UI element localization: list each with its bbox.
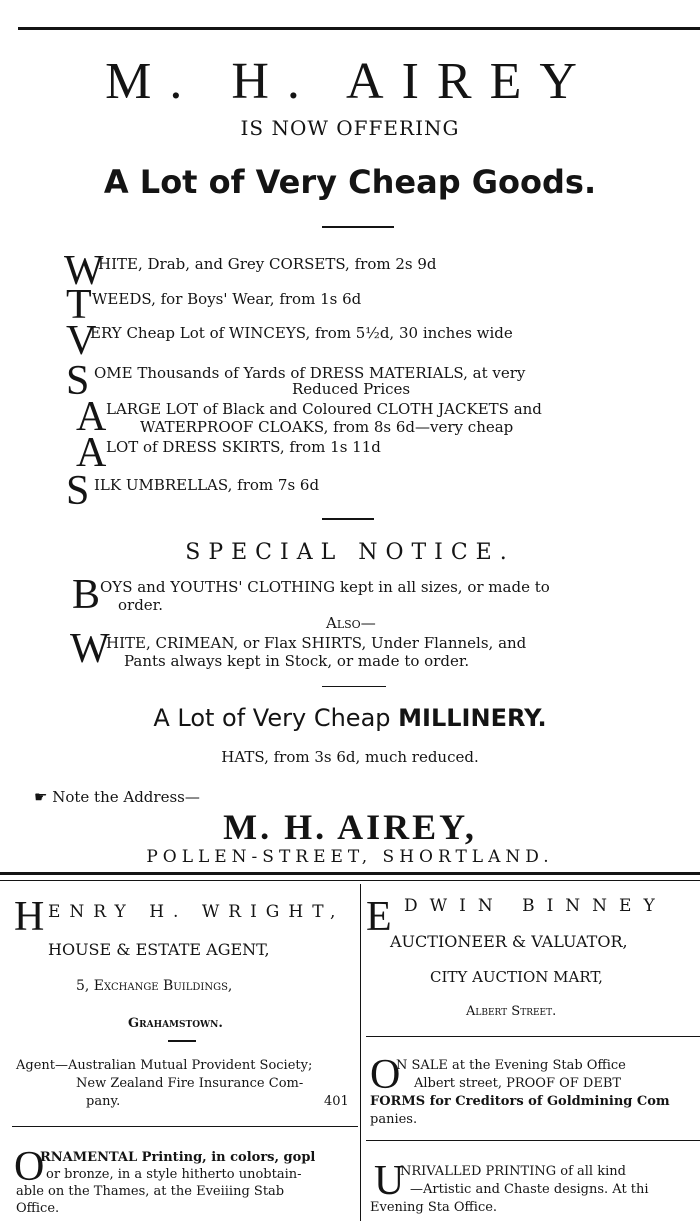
column-divider <box>360 884 361 1221</box>
sale-line: panies. <box>370 1112 418 1127</box>
wright-role: HOUSE & ESTATE AGENT, <box>48 940 270 959</box>
ad-title: M. H. AIREY <box>105 53 595 110</box>
drop-cap: A <box>76 430 107 476</box>
top-rule <box>18 27 700 30</box>
unrivalled-line: Evening Sta Office. <box>370 1200 498 1215</box>
divider <box>168 1040 196 1042</box>
item-line: HITE, Drab, and Grey CORSETS, from 2s 9d <box>98 255 437 273</box>
ad-address: POLLEN-STREET, SHORTLAND. <box>146 847 554 867</box>
item-line-cont: Reduced Prices <box>292 380 411 398</box>
col-rule <box>12 1126 358 1127</box>
sale-line: FORMS for Creditors of Goldmining Com <box>370 1094 670 1109</box>
item-line-cont: WATERPROOF CLOAKS, from 8s 6d—very cheap <box>140 418 514 436</box>
col-rule <box>366 1140 700 1141</box>
unrivalled-line: —Artistic and Chaste designs. At thi <box>410 1182 649 1197</box>
notice-line-cont: order. <box>118 596 163 614</box>
item-line: WEEDS, for Boys' Wear, from 1s 6d <box>92 290 362 308</box>
agent-line: New Zealand Fire Insurance Com- <box>76 1076 304 1091</box>
divider <box>322 686 386 687</box>
drop-cap: U <box>374 1158 405 1204</box>
item-line: OME Thousands of Yards of DRESS MATERIALS, at very <box>94 364 526 382</box>
section-rule-thin <box>0 880 700 881</box>
drop-cap: A <box>76 394 107 440</box>
divider <box>322 226 394 228</box>
wright-town: Grahamstown. <box>128 1016 223 1031</box>
notice-line: HITE, CRIMEAN, or Flax SHIRTS, Under Flannels, and <box>106 634 527 652</box>
wright-name: ENRY H. WRIGHT, <box>48 902 345 922</box>
item-line: ERY Cheap Lot of WINCEYS, from 5½d, 30 inches wide <box>90 324 513 342</box>
millinery-word: MILLINERY. <box>398 704 547 732</box>
ad-subtitle: IS NOW OFFERING <box>240 116 460 140</box>
item-line: LARGE LOT of Black and Coloured CLOTH JACKETS and <box>106 400 542 418</box>
binney-street: Albert Street. <box>466 1004 557 1019</box>
binney-role: AUCTIONEER & VALUATOR, <box>390 932 628 951</box>
binney-mart: CITY AUCTION MART, <box>430 968 603 986</box>
drop-cap: H <box>14 894 45 940</box>
millinery-headline <box>0 704 700 732</box>
ad-signoff: M. H. AIREY, <box>223 807 477 847</box>
ornamental-line: Office. <box>16 1201 60 1216</box>
agent-number: 401 <box>324 1094 349 1109</box>
agent-line: Agent—Australian Mutual Provident Society; <box>16 1058 313 1073</box>
drop-cap: W <box>70 626 110 672</box>
drop-cap: V <box>66 318 97 364</box>
address-note: ☛ Note the Address— <box>34 788 200 806</box>
drop-cap: O <box>370 1052 401 1098</box>
drop-cap: S <box>66 358 90 404</box>
sale-line: N SALE at the Evening Stab Office <box>396 1058 626 1073</box>
divider <box>322 518 374 520</box>
notice-line-cont: Pants always kept in Stock, or made to order. <box>124 652 470 670</box>
also-label: Also— <box>326 614 376 632</box>
millinery-prefix: A Lot of Very Cheap <box>153 704 391 732</box>
drop-cap: S <box>66 468 90 514</box>
ornamental-line: able on the Thames, at the Eveiiing Stab <box>16 1184 285 1199</box>
special-notice-heading: SPECIAL NOTICE. <box>185 540 515 565</box>
col-rule <box>366 1036 700 1037</box>
drop-cap: T <box>66 282 92 328</box>
drop-cap: E <box>366 894 392 940</box>
wright-addr: 5, Exchange Buildings, <box>76 978 233 994</box>
drop-cap: O <box>14 1144 45 1190</box>
binney-name: DWIN BINNEY <box>404 896 667 916</box>
ad-headline: A Lot of Very Cheap Goods. <box>103 163 597 201</box>
section-rule <box>0 872 700 875</box>
notice-line: OYS and YOUTHS' CLOTHING kept in all sizes, or made to <box>100 578 550 596</box>
drop-cap: B <box>72 572 101 618</box>
item-line: ILK UMBRELLAS, from 7s 6d <box>94 476 320 494</box>
drop-cap: W <box>64 248 104 294</box>
item-line: LOT of DRESS SKIRTS, from 1s 11d <box>106 438 381 456</box>
sale-line: Albert street, PROOF OF DEBT <box>414 1076 622 1091</box>
unrivalled-line: NRIVALLED PRINTING of all kind <box>400 1164 626 1179</box>
hats-line: HATS, from 3s 6d, much reduced. <box>221 748 479 766</box>
ornamental-line: RNAMENTAL Printing, in colors, gopl <box>40 1150 316 1165</box>
agent-line: pany. <box>86 1094 121 1109</box>
ornamental-line: or bronze, in a style hitherto unobtain- <box>46 1167 302 1182</box>
